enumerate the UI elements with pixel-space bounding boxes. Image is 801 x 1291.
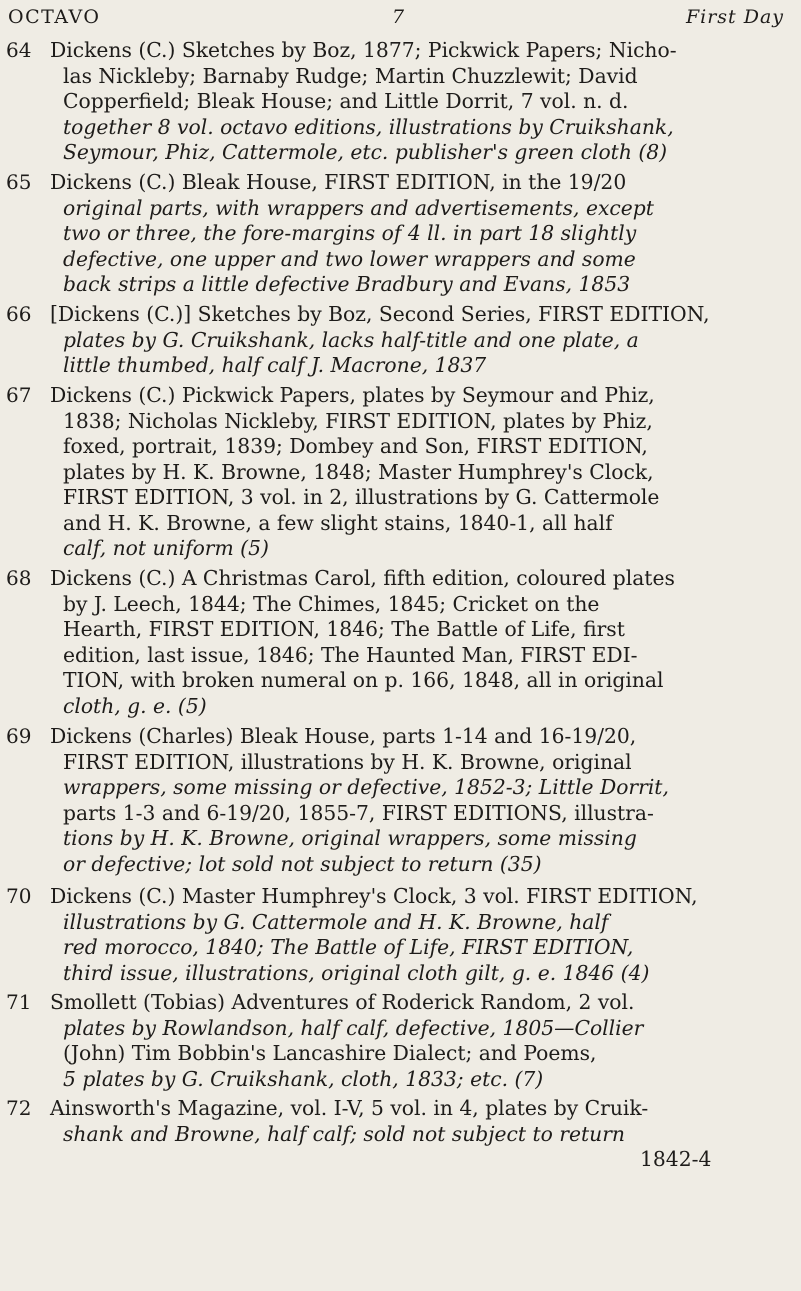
entry-line: FIRST EDITION, illustrations by H. K. Browne, original [63, 749, 632, 774]
entry-line: defective, one upper and two lower wrappers and some [63, 246, 636, 271]
lot-number: 68 [6, 566, 32, 590]
entry-line: TION, with broken numeral on p. 166, 1848, all in original [63, 668, 664, 692]
entry-line: and H. K. Browne, a few slight stains, 1840-1, all half [63, 510, 613, 535]
entry-line: Dickens (C.) Sketches by Boz, 1877; Pickwick Papers; Nicho- [50, 38, 677, 62]
entry-line: Dickens (Charles) Bleak House, parts 1-14 and 16-19/20, [50, 724, 637, 748]
entry-line: 1842-4 [640, 1147, 712, 1171]
entry-line: original parts, with wrappers and advertisements, except [63, 195, 654, 220]
entry-line: together 8 vol. octavo editions, illustrations by Cruikshank, [63, 114, 674, 139]
entry-line: shank and Browne, half calf; sold not subject to return [63, 1121, 625, 1146]
entry-line: [Dickens (C.)] Sketches by Boz, Second Series, FIRST EDITION, [50, 302, 710, 326]
lot-entry [6, 383, 782, 562]
lot-number: 70 [6, 884, 32, 908]
lot-number: 66 [6, 302, 32, 326]
entry-line: by J. Leech, 1844; The Chimes, 1845; Cricket on the [63, 591, 600, 616]
lot-number: 72 [6, 1096, 32, 1120]
entry-line: Dickens (C.) Master Humphrey's Clock, 3 vol. FIRST EDITION, [50, 884, 698, 908]
entry-line: Hearth, FIRST EDITION, 1846; The Battle of Life, first [63, 617, 625, 641]
entry-line: little thumbed, half calf J. Macrone, 1837 [63, 353, 487, 377]
running-header [8, 6, 784, 36]
entry-line: Ainsworth's Magazine, vol. I-V, 5 vol. in 4, plates by Cruik- [50, 1096, 649, 1120]
entry-line: Smollett (Tobias) Adventures of Roderick Random, 2 vol. [50, 990, 635, 1014]
entry-line: plates by G. Cruikshank, lacks half-title and one plate, a [63, 327, 639, 352]
entry-line: calf, not uniform (5) [63, 536, 269, 560]
lot-number: 64 [6, 38, 32, 62]
entry-line: 1838; Nicholas Nickleby, FIRST EDITION, plates by Phiz, [63, 408, 653, 433]
lot-entry [6, 566, 782, 719]
header-section: OCTAVO [8, 6, 101, 28]
entry-line: Dickens (C.) A Christmas Carol, fifth edition, coloured plates [50, 566, 675, 590]
entry-line: red morocco, 1840; The Battle of Life, FIRST EDITION, [63, 935, 634, 959]
lot-entry [6, 724, 782, 877]
lot-entry [6, 1096, 782, 1173]
entry-line: edition, last issue, 1846; The Haunted Man, FIRST EDI- [63, 642, 638, 667]
lot-entry [6, 170, 782, 298]
entry-line: 5 plates by G. Cruikshank, cloth, 1833; etc. (7) [63, 1066, 544, 1091]
entry-line: las Nickleby; Barnaby Rudge; Martin Chuzzlewit; David [63, 63, 638, 88]
lot-entry [6, 884, 782, 986]
entry-line: plates by Rowlandson, half calf, defective, 1805—Collier [63, 1015, 644, 1040]
header-day: First Day [685, 6, 784, 28]
entry-line: Dickens (C.) Pickwick Papers, plates by Seymour and Phiz, [50, 383, 655, 407]
entry-line: cloth, g. e. (5) [63, 693, 207, 718]
entry-line: Seymour, Phiz, Cattermole, etc. publisher's green cloth (8) [63, 140, 668, 164]
entry-line: or defective; lot sold not subject to return (35) [63, 851, 542, 876]
entry-line: plates by H. K. Browne, 1848; Master Humphrey's Clock, [63, 459, 654, 484]
entry-line: (John) Tim Bobbin's Lancashire Dialect; and Poems, [63, 1041, 597, 1065]
entry-line: back strips a little defective Bradbury and Evans, 1853 [63, 272, 631, 296]
entry-line: FIRST EDITION, 3 vol. in 2, illustrations by G. Cattermole [63, 485, 660, 509]
lot-entry [6, 38, 782, 166]
entry-line: tions by H. K. Browne, original wrappers, some missing [63, 826, 637, 850]
lot-entry [6, 990, 782, 1092]
entry-line: third issue, illustrations, original cloth gilt, g. e. 1846 (4) [63, 960, 650, 985]
lot-number: 71 [6, 990, 32, 1014]
header-page-number: 7 [392, 6, 406, 28]
entry-line: parts 1-3 and 6-19/20, 1855-7, FIRST EDITIONS, illustra- [63, 800, 654, 825]
lot-number: 65 [6, 170, 32, 194]
entry-line: Copperfield; Bleak House; and Little Dorrit, 7 vol. n. d. [63, 89, 629, 113]
entry-line: two or three, the fore-margins of 4 ll. in part 18 slightly [63, 221, 637, 245]
entry-line: illustrations by G. Cattermole and H. K. Browne, half [63, 909, 609, 934]
entry-line: foxed, portrait, 1839; Dombey and Son, FIRST EDITION, [63, 434, 648, 458]
entry-line: Dickens (C.) Bleak House, FIRST EDITION, in the 19/20 [50, 170, 627, 194]
lot-number: 67 [6, 383, 32, 407]
lot-number: 69 [6, 724, 32, 748]
lot-entry [6, 302, 782, 379]
entry-line: wrappers, some missing or defective, 1852-3; Little Dorrit, [63, 775, 669, 799]
